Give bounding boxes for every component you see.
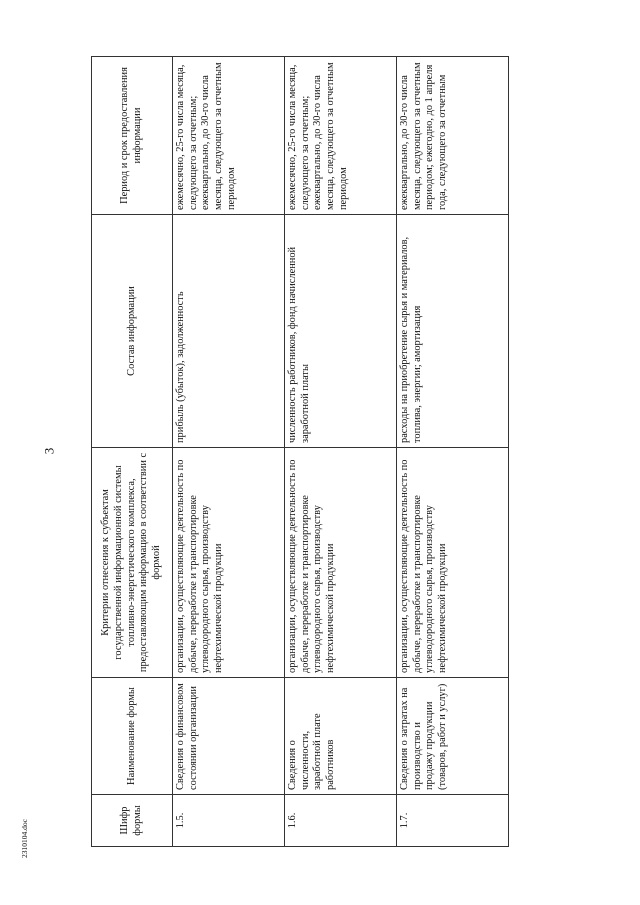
form-composition: прибыль (убыток), задолженность xyxy=(173,215,285,448)
table-row xyxy=(173,57,285,847)
table-header-row xyxy=(92,57,173,847)
form-code: 1.6. xyxy=(285,795,397,847)
form-criteria: организации, осуществляющие деятельность по добыче, переработке и транспортировке углеводородного сырья, производству нефтехимической продукции xyxy=(173,448,285,678)
form-period: ежемесячно, 25-го числа месяца, следующего за отчетным; ежеквартально, до 30-го числа месяца, следующего за отчетным периодом xyxy=(173,57,285,215)
rotated-table-container xyxy=(91,57,509,847)
header-period: Период и срок предоставления информации xyxy=(92,57,173,215)
table-row xyxy=(285,57,397,847)
forms-table xyxy=(91,56,509,847)
table-row xyxy=(397,57,509,847)
form-period: ежемесячно, 25-го числа месяца, следующего за отчетным; ежеквартально, до 30-го числа месяца, следующего за отчетным периодом xyxy=(285,57,397,215)
form-name: Сведения о численности, заработной плате работников xyxy=(285,678,397,795)
form-criteria: организации, осуществляющие деятельность по добыче, переработке и транспортировке углеводородного сырья, производству нефтехимической продукции xyxy=(397,448,509,678)
form-composition: численность работников, фонд начисленной заработной платы xyxy=(285,215,397,448)
form-code: 1.5. xyxy=(173,795,285,847)
form-period: ежеквартально, до 30-го числа месяца, следующего за отчетным периодом; ежегодно, до 1 апреля года, следующего за отчетным xyxy=(397,57,509,215)
form-name: Сведения о финансовом состоянии организации xyxy=(173,678,285,795)
footer-filename: 2310104.doc xyxy=(20,819,29,858)
header-composition: Состав информации xyxy=(92,215,173,448)
form-composition: расходы на приобретение сырья и материалов, топлива, энергии; амортизация xyxy=(397,215,509,448)
page-number: 3 xyxy=(41,447,57,455)
header-code: Шифр формы xyxy=(92,795,173,847)
form-criteria: организации, осуществляющие деятельность по добыче, переработке и транспортировке углеводородного сырья, производству нефтехимической продукции xyxy=(285,448,397,678)
header-name: Наименование формы xyxy=(92,678,173,795)
header-criteria: Критерии отнесения к субъектам государственной информационной системы топливно-энергетического комплекса, предоставляющим информацию в соответствии с формой xyxy=(92,448,173,678)
form-name: Сведения о затратах на производство и продажу продукции (товаров, работ и услуг) xyxy=(397,678,509,795)
form-code: 1.7. xyxy=(397,795,509,847)
